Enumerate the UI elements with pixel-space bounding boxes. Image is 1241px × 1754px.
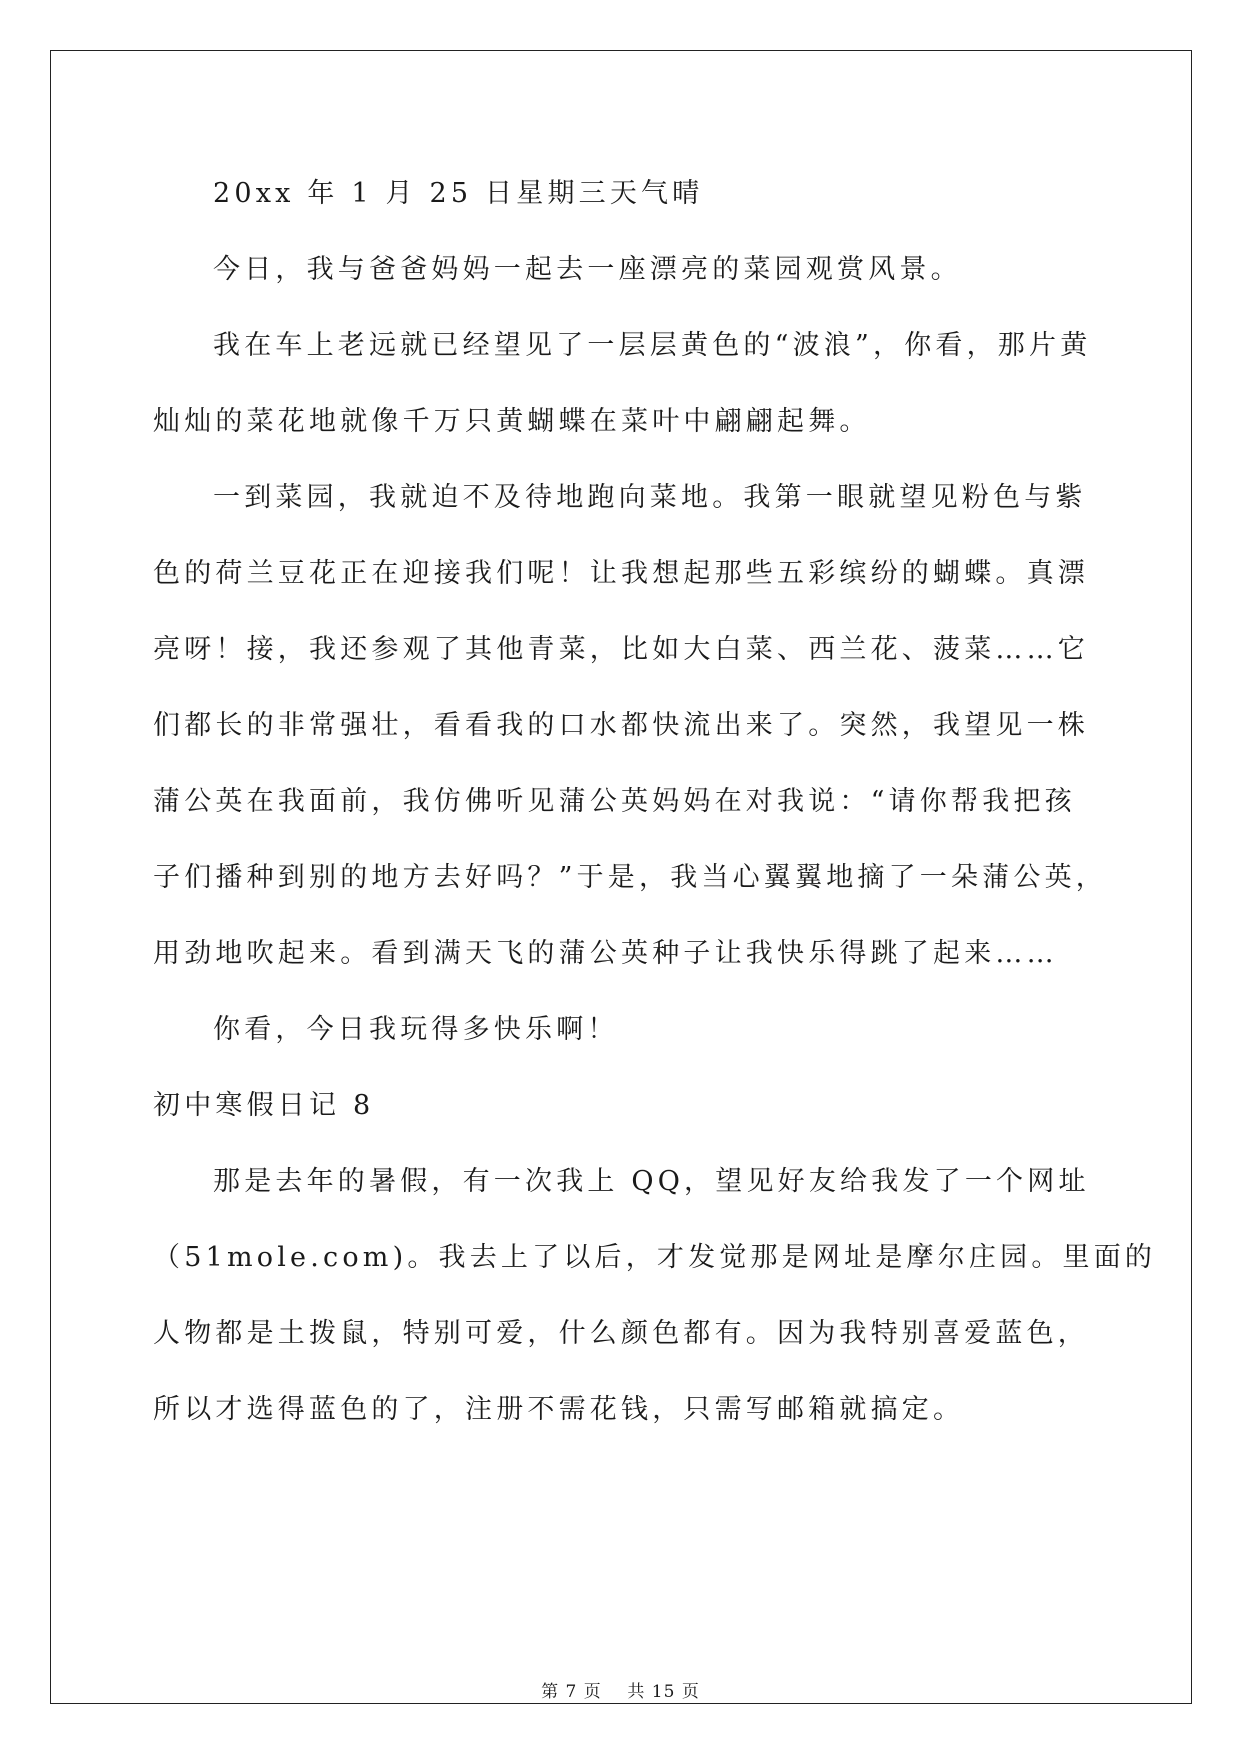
paragraph-line: 色的荷兰豆花正在迎接我们呢！让我想起那些五彩缤纷的蝴蝶。真漂 xyxy=(153,558,1089,589)
paragraph-line: 子们播种到别的地方去好吗？”于是，我当心翼翼地摘了一朵蒲公英， xyxy=(153,862,1108,893)
paragraph-line: 用劲地吹起来。看到满天飞的蒲公英种子让我快乐得跳了起来…… xyxy=(153,938,1058,969)
paragraph-line: 们都长的非常强壮，看看我的口水都快流出来了。突然，我望见一株 xyxy=(153,710,1089,741)
paragraph-line: 人物都是土拨鼠，特别可爱，什么颜色都有。因为我特别喜爱蓝色， xyxy=(153,1318,1089,1349)
paragraph-line: 蒲公英在我面前，我仿佛听见蒲公英妈妈在对我说：“请你帮我把孩 xyxy=(153,786,1076,817)
section-heading: 初中寒假日记 8 xyxy=(153,1090,375,1121)
paragraph-line: 我在车上老远就已经望见了一层层黄色的“波浪”，你看，那片黄 xyxy=(213,330,1092,361)
paragraph-line: 今日，我与爸爸妈妈一起去一座漂亮的菜园观赏风景。 xyxy=(213,254,962,285)
paragraph-line: 一到菜园，我就迫不及待地跑向菜地。我第一眼就望见粉色与紫 xyxy=(213,482,1087,513)
paragraph-line: 你看，今日我玩得多快乐啊！ xyxy=(213,1014,619,1045)
diary-date-line: 20xx 年 1 月 25 日星期三天气晴 xyxy=(213,178,704,209)
page-number-label: 第 7 页 共 15 页 xyxy=(541,1682,700,1702)
paragraph-line: 那是去年的暑假，有一次我上 QQ，望见好友给我发了一个网址 xyxy=(213,1166,1090,1197)
paragraph-line: 灿灿的菜花地就像千万只黄蝴蝶在菜叶中翩翩起舞。 xyxy=(153,406,871,437)
paragraph-line: 所以才选得蓝色的了，注册不需花钱，只需写邮箱就搞定。 xyxy=(153,1394,965,1425)
paragraph-line: （51mole.com)。我去上了以后，才发觉那是网址是摩尔庄园。里面的 xyxy=(153,1242,1157,1273)
page-footer xyxy=(0,1677,1241,1702)
paragraph-line: 亮呀！接，我还参观了其他青菜，比如大白菜、西兰花、菠菜……它 xyxy=(153,634,1089,665)
